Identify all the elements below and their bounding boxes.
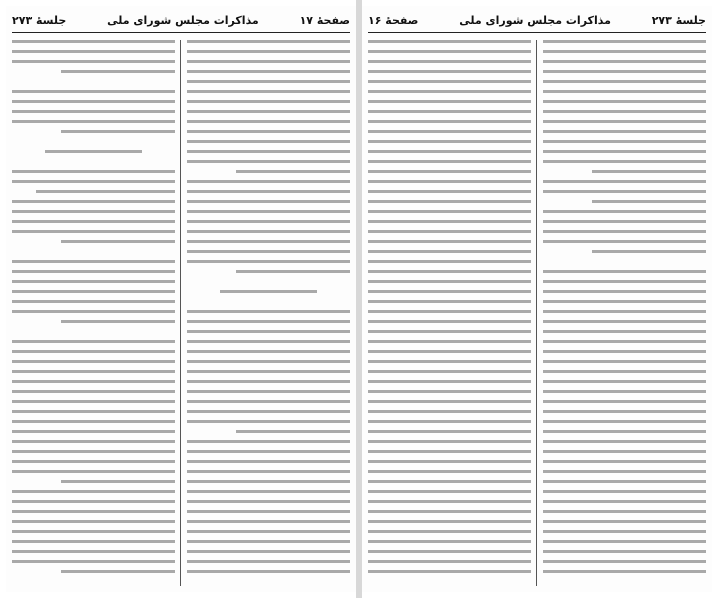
text-line [368, 90, 531, 93]
text-line [12, 120, 175, 123]
text-line [543, 240, 706, 243]
text-line [543, 400, 706, 403]
text-line [187, 520, 350, 523]
text-line [187, 100, 350, 103]
text-line [12, 100, 175, 103]
text-line [12, 560, 175, 563]
text-line [187, 80, 350, 83]
text-line [368, 70, 531, 73]
text-line [12, 530, 175, 533]
paragraph-gap [543, 260, 706, 270]
text-line [187, 460, 350, 463]
text-line [368, 430, 531, 433]
text-line [543, 100, 706, 103]
text-line [12, 280, 175, 283]
text-line [187, 60, 350, 63]
text-line [368, 110, 531, 113]
text-line [368, 310, 531, 313]
text-line [12, 490, 175, 493]
text-line [187, 510, 350, 513]
text-line [368, 420, 531, 423]
text-line [368, 480, 531, 483]
text-line [543, 420, 706, 423]
text-line [543, 370, 706, 373]
text-line [187, 90, 350, 93]
text-line [12, 500, 175, 503]
text-line [368, 170, 531, 173]
paragraph-gap [12, 160, 175, 170]
text-line [368, 220, 531, 223]
text-line [12, 200, 175, 203]
text-line [12, 400, 175, 403]
text-line [543, 150, 706, 153]
text-line [187, 530, 350, 533]
text-line [368, 60, 531, 63]
right-page-column-2 [543, 40, 706, 586]
paragraph-gap [187, 300, 350, 310]
right-page [362, 6, 712, 592]
text-line [543, 560, 706, 563]
text-line [368, 300, 531, 303]
text-line [368, 100, 531, 103]
text-line [61, 70, 175, 73]
text-line [187, 340, 350, 343]
text-line [12, 340, 175, 343]
text-line [368, 330, 531, 333]
text-line [543, 180, 706, 183]
text-line [12, 550, 175, 553]
paragraph-gap [187, 280, 350, 290]
text-line [12, 270, 175, 273]
text-line [368, 380, 531, 383]
text-line [543, 190, 706, 193]
text-line [543, 570, 706, 573]
text-line [12, 370, 175, 373]
text-line [187, 40, 350, 43]
text-line [368, 240, 531, 243]
text-line [368, 180, 531, 183]
text-line [368, 540, 531, 543]
text-line [543, 490, 706, 493]
text-line [187, 400, 350, 403]
text-line [543, 50, 706, 53]
text-line [592, 200, 706, 203]
paragraph-gap [12, 80, 175, 90]
text-line [368, 340, 531, 343]
text-line [12, 540, 175, 543]
text-line [543, 70, 706, 73]
text-line [543, 60, 706, 63]
text-line [61, 240, 175, 243]
text-line [187, 250, 350, 253]
text-line [12, 180, 175, 183]
text-line [187, 380, 350, 383]
text-line [543, 410, 706, 413]
text-line [368, 350, 531, 353]
text-line [543, 360, 706, 363]
text-line [12, 420, 175, 423]
text-line [187, 540, 350, 543]
text-line [187, 140, 350, 143]
text-line [12, 40, 175, 43]
text-line [543, 90, 706, 93]
text-line [368, 440, 531, 443]
text-line [543, 210, 706, 213]
text-line [36, 190, 175, 193]
right-page-number: صفحهٔ ۱۶ [368, 13, 419, 27]
text-line [12, 460, 175, 463]
text-line [187, 570, 350, 573]
text-line [61, 480, 175, 483]
right-column-separator [536, 40, 537, 586]
text-line [543, 280, 706, 283]
text-line [368, 130, 531, 133]
text-line [368, 280, 531, 283]
text-line [12, 210, 175, 213]
text-line [187, 350, 350, 353]
text-line [368, 140, 531, 143]
text-line [543, 120, 706, 123]
text-line [12, 170, 175, 173]
text-line [45, 150, 143, 153]
text-line [368, 390, 531, 393]
text-line [368, 490, 531, 493]
text-line [543, 530, 706, 533]
text-line [368, 290, 531, 293]
text-line [187, 480, 350, 483]
text-line [368, 460, 531, 463]
text-line [543, 480, 706, 483]
text-line [543, 80, 706, 83]
text-line [12, 300, 175, 303]
text-line [187, 190, 350, 193]
text-line [12, 360, 175, 363]
text-line [543, 510, 706, 513]
text-line [61, 320, 175, 323]
text-line [368, 320, 531, 323]
text-line [368, 210, 531, 213]
text-line [187, 70, 350, 73]
text-line [543, 230, 706, 233]
text-line [187, 180, 350, 183]
text-line [543, 220, 706, 223]
text-line [12, 230, 175, 233]
text-line [543, 110, 706, 113]
text-line [61, 130, 175, 133]
text-line [368, 190, 531, 193]
text-line [368, 370, 531, 373]
text-line [12, 60, 175, 63]
text-line [543, 390, 706, 393]
text-line [543, 160, 706, 163]
text-line [368, 160, 531, 163]
text-line [543, 320, 706, 323]
left-page-header [12, 10, 350, 30]
text-line [368, 550, 531, 553]
text-line [543, 440, 706, 443]
text-line [368, 50, 531, 53]
text-line [368, 250, 531, 253]
text-line [187, 240, 350, 243]
text-line [368, 40, 531, 43]
text-line [236, 270, 350, 273]
text-line [368, 360, 531, 363]
text-line [368, 500, 531, 503]
text-line [12, 90, 175, 93]
text-line [61, 570, 175, 573]
text-line [187, 210, 350, 213]
text-line [543, 430, 706, 433]
text-line [368, 270, 531, 273]
text-line [187, 370, 350, 373]
text-line [368, 560, 531, 563]
text-line [543, 340, 706, 343]
text-line [12, 50, 175, 53]
left-header-rule [12, 32, 350, 33]
text-line [368, 570, 531, 573]
text-line [368, 230, 531, 233]
text-line [187, 330, 350, 333]
text-line [187, 550, 350, 553]
text-line [187, 260, 350, 263]
text-line [543, 460, 706, 463]
left-page-number: صفحهٔ ۱۷ [299, 13, 350, 27]
text-line [592, 250, 706, 253]
text-line [368, 470, 531, 473]
text-line [12, 520, 175, 523]
text-line [543, 330, 706, 333]
text-line [368, 520, 531, 523]
right-page-column-1 [368, 40, 531, 586]
text-line [187, 160, 350, 163]
text-line [187, 200, 350, 203]
text-line [543, 520, 706, 523]
text-line [592, 170, 706, 173]
text-line [187, 450, 350, 453]
text-line [187, 230, 350, 233]
text-line [543, 130, 706, 133]
text-line [187, 490, 350, 493]
text-line [12, 390, 175, 393]
text-line [368, 120, 531, 123]
text-line [543, 310, 706, 313]
text-line [12, 470, 175, 473]
text-line [236, 170, 350, 173]
right-header-rule [368, 32, 706, 33]
text-line [12, 510, 175, 513]
text-line [12, 450, 175, 453]
paragraph-gap [12, 250, 175, 260]
left-page [6, 6, 356, 592]
text-line [543, 40, 706, 43]
text-line [368, 80, 531, 83]
right-page-session: جلسهٔ ۲۷۳ [651, 13, 706, 27]
text-line [543, 350, 706, 353]
text-line [187, 220, 350, 223]
text-line [187, 320, 350, 323]
text-line [12, 290, 175, 293]
text-line [236, 430, 350, 433]
text-line [187, 130, 350, 133]
text-line [543, 550, 706, 553]
left-page-column-1 [12, 40, 175, 586]
text-line [368, 450, 531, 453]
text-line [187, 50, 350, 53]
text-line [12, 440, 175, 443]
text-line [187, 440, 350, 443]
text-line [12, 380, 175, 383]
text-line [543, 500, 706, 503]
text-line [543, 450, 706, 453]
text-line [187, 410, 350, 413]
text-line [12, 220, 175, 223]
paragraph-gap [12, 330, 175, 340]
text-line [543, 470, 706, 473]
text-line [368, 260, 531, 263]
text-line [187, 500, 350, 503]
text-line [543, 140, 706, 143]
text-line [12, 110, 175, 113]
left-column-separator [180, 40, 181, 586]
text-line [543, 290, 706, 293]
text-line [12, 350, 175, 353]
text-line [368, 150, 531, 153]
text-line [187, 390, 350, 393]
text-line [187, 110, 350, 113]
text-line [187, 310, 350, 313]
text-line [368, 530, 531, 533]
text-line [187, 360, 350, 363]
left-page-running-title: مذاکرات مجلس شورای ملی [107, 13, 259, 27]
text-line [220, 290, 318, 293]
text-line [368, 410, 531, 413]
text-line [543, 270, 706, 273]
text-line [187, 560, 350, 563]
text-line [368, 200, 531, 203]
right-page-running-title: مذاکرات مجلس شورای ملی [459, 13, 611, 27]
text-line [187, 420, 350, 423]
left-page-session: جلسهٔ ۲۷۳ [12, 13, 67, 27]
text-line [12, 310, 175, 313]
text-line [12, 410, 175, 413]
right-page-header [368, 10, 706, 30]
text-line [187, 470, 350, 473]
text-line [187, 120, 350, 123]
text-line [12, 260, 175, 263]
text-line [12, 430, 175, 433]
text-line [543, 380, 706, 383]
text-line [187, 150, 350, 153]
paragraph-gap [12, 140, 175, 150]
left-page-column-2 [187, 40, 350, 586]
text-line [368, 400, 531, 403]
text-line [368, 510, 531, 513]
text-line [543, 540, 706, 543]
text-line [543, 300, 706, 303]
